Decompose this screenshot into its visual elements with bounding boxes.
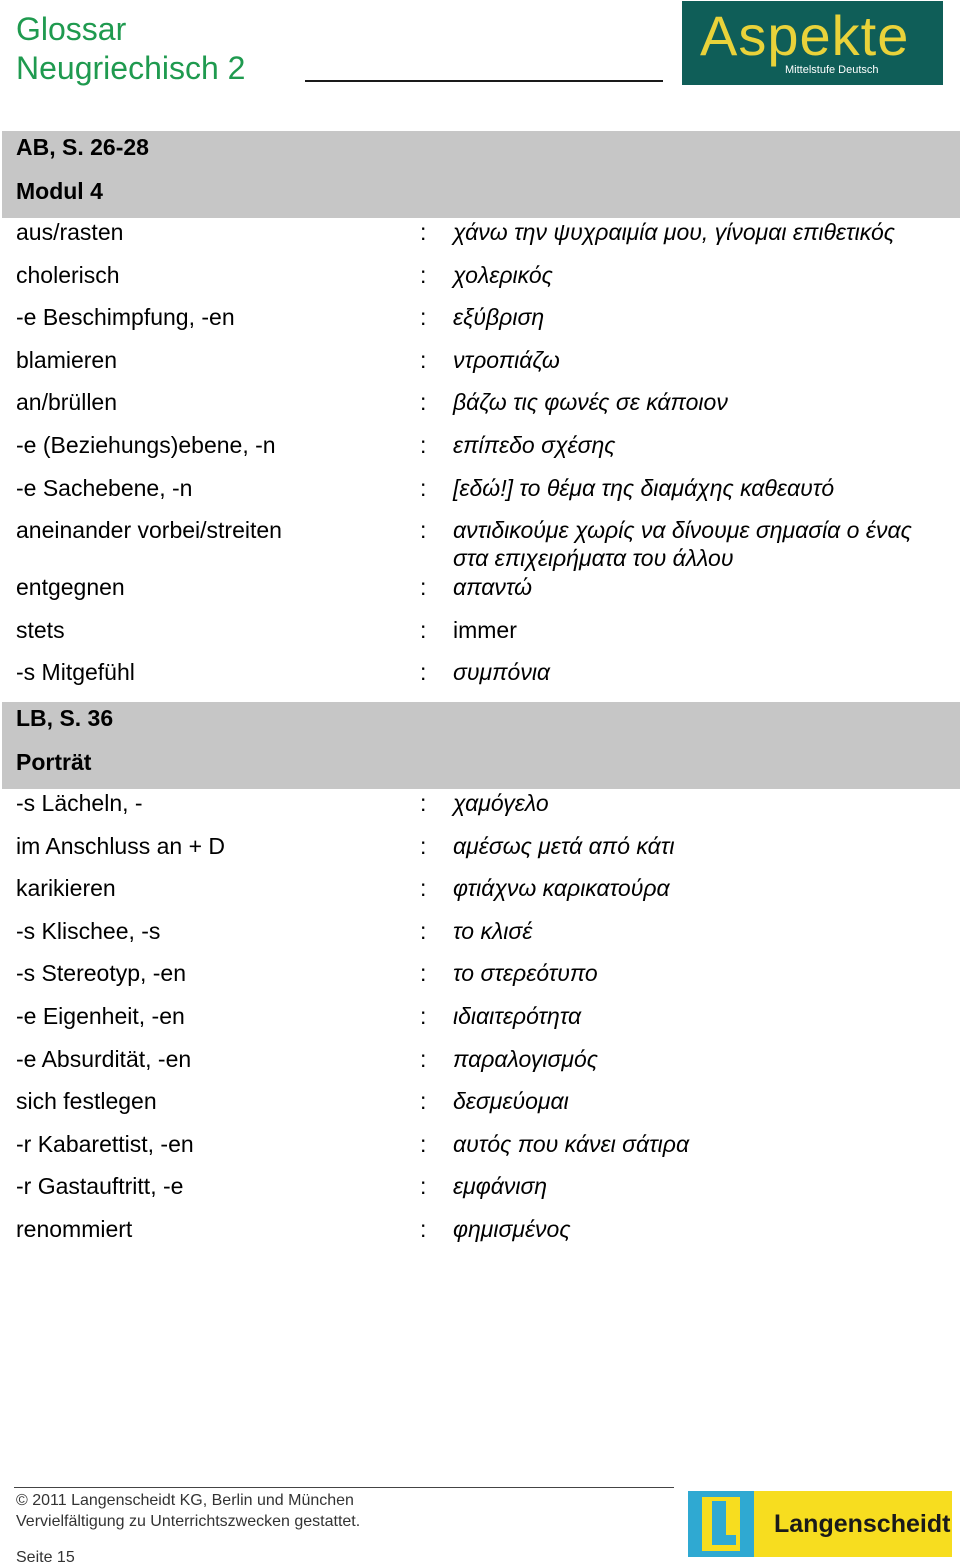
langenscheidt-l-icon xyxy=(688,1491,754,1557)
german-term: -e Eigenheit, -en xyxy=(16,1003,185,1029)
german-term: -s Stereotyp, -en xyxy=(16,960,187,987)
footer-copyright xyxy=(16,1490,360,1532)
vocabulary-entry xyxy=(0,1168,960,1210)
greek-translation: το στερεότυπο xyxy=(453,960,598,987)
separator-colon: : xyxy=(420,346,427,373)
greek-translation: αυτός που κάνει σάτιρα xyxy=(453,1130,690,1157)
footer-divider xyxy=(14,1487,674,1488)
aspekte-logo-subtitle: Mittelstufe Deutsch xyxy=(785,64,879,76)
vocabulary-entry xyxy=(0,512,960,572)
vocabulary-entry xyxy=(0,785,960,827)
langenscheidt-logo xyxy=(688,1491,952,1557)
aspekte-logo xyxy=(682,1,943,85)
vocabulary-entry xyxy=(0,1126,960,1168)
vocabulary-entry xyxy=(0,612,960,654)
vocabulary-entry xyxy=(0,654,960,696)
separator-colon: : xyxy=(420,389,427,416)
vocabulary-entry xyxy=(0,870,960,912)
vocabulary-entry xyxy=(0,913,960,955)
greek-translation: χολερικός xyxy=(453,261,553,288)
greek-translation: φημισμένος xyxy=(453,1216,571,1242)
page-number: Seite 15 xyxy=(16,1549,75,1566)
section-topic: Porträt xyxy=(16,749,92,775)
greek-translation: επίπεδο σχέσης xyxy=(453,432,616,458)
german-term: -e Absurdität, -en xyxy=(16,1045,192,1072)
german-term: -e Beschimpfung, -en xyxy=(16,304,235,331)
separator-colon: : xyxy=(420,574,427,601)
separator-colon: : xyxy=(420,917,427,944)
separator-colon: : xyxy=(420,1173,427,1200)
vocabulary-entry xyxy=(0,470,960,512)
separator-colon: : xyxy=(420,474,427,501)
german-term: aus/rasten xyxy=(16,219,124,245)
greek-translation: [εδώ!] το θέμα της διαμάχης καθεαυτό xyxy=(453,474,835,501)
german-term: entgegnen xyxy=(16,574,125,601)
vocabulary-entry xyxy=(0,569,960,611)
separator-colon: : xyxy=(420,960,427,987)
reproduction-notice: Vervielfältigung zu Unterrichtszwecken gestattet. xyxy=(16,1513,361,1530)
section-header-lb xyxy=(2,702,960,789)
vocabulary-entry xyxy=(0,1211,960,1253)
greek-translation: φτιάχνω καρικατούρα xyxy=(453,875,670,902)
german-term: renommiert xyxy=(16,1216,133,1242)
vocabulary-entry xyxy=(0,1083,960,1125)
german-term: -r Kabarettist, -en xyxy=(16,1130,194,1157)
separator-colon: : xyxy=(420,1088,427,1115)
german-term: stets xyxy=(16,616,65,643)
section-page-ref: LB, S. 36 xyxy=(16,705,114,731)
greek-translation: χάνω την ψυχραιμία μου, γίνομαι επιθετικός xyxy=(453,219,895,245)
german-term: -s Klischee, -s xyxy=(16,917,161,944)
german-term: -s Mitgefühl xyxy=(16,659,135,686)
german-term: blamieren xyxy=(16,346,117,373)
german-term: an/brüllen xyxy=(16,389,118,416)
separator-colon: : xyxy=(420,616,427,643)
separator-colon: : xyxy=(420,517,427,544)
vocabulary-entry xyxy=(0,955,960,997)
vocabulary-entry xyxy=(0,828,960,870)
separator-colon: : xyxy=(420,1003,427,1029)
vocabulary-entry xyxy=(0,342,960,384)
separator-colon: : xyxy=(420,1045,427,1072)
german-term: cholerisch xyxy=(16,261,120,288)
greek-translation: εμφάνιση xyxy=(453,1173,548,1200)
vocabulary-entry xyxy=(0,1041,960,1083)
aspekte-logo-word: Aspekte xyxy=(700,4,910,67)
title-line-2: Neugriechisch 2 xyxy=(16,50,246,86)
greek-translation: immer xyxy=(453,616,517,643)
vocabulary-entry xyxy=(0,998,960,1040)
separator-colon: : xyxy=(420,1216,427,1242)
greek-translation: εξύβριση xyxy=(453,304,545,331)
vocabulary-entry xyxy=(0,214,960,256)
german-term: -e (Beziehungs)ebene, -n xyxy=(16,432,276,458)
german-term: aneinander vorbei/streiten xyxy=(16,517,282,544)
greek-translation: το κλισέ xyxy=(453,917,533,944)
greek-translation: αμέσως μετά από κάτι xyxy=(453,832,675,859)
german-term: -e Sachebene, -n xyxy=(16,474,193,501)
separator-colon: : xyxy=(420,790,427,816)
vocabulary-entry xyxy=(0,257,960,299)
vocabulary-entry xyxy=(0,384,960,426)
separator-colon: : xyxy=(420,832,427,859)
greek-translation: απαντώ xyxy=(453,574,533,601)
separator-colon: : xyxy=(420,219,427,245)
vocabulary-entry xyxy=(0,299,960,341)
german-term: -r Gastauftritt, -e xyxy=(16,1173,184,1200)
section-page-ref: AB, S. 26-28 xyxy=(16,134,149,160)
section-header-ab xyxy=(2,131,960,218)
greek-translation: ντροπιάζω xyxy=(453,346,560,373)
section-module: Modul 4 xyxy=(16,178,103,204)
copyright-text: © 2011 Langenscheidt KG, Berlin und München xyxy=(16,1492,354,1509)
greek-translation: παραλογισμός xyxy=(453,1045,598,1072)
separator-colon: : xyxy=(420,304,427,331)
title-underline xyxy=(305,80,663,82)
greek-translation: βάζω τις φωνές σε κάποιον xyxy=(453,389,728,416)
german-term: sich festlegen xyxy=(16,1088,157,1115)
separator-colon: : xyxy=(420,261,427,288)
german-term: karikieren xyxy=(16,875,116,902)
separator-colon: : xyxy=(420,1130,427,1157)
title-line-1: Glossar xyxy=(16,11,127,47)
separator-colon: : xyxy=(420,659,427,686)
separator-colon: : xyxy=(420,432,427,458)
langenscheidt-logo-word: Langenscheidt xyxy=(774,1510,951,1538)
german-term: im Anschluss an + D xyxy=(16,832,226,859)
vocabulary-entry xyxy=(0,427,960,469)
greek-translation: ιδιαιτερότητα xyxy=(453,1003,582,1029)
greek-translation: αντιδικούμε χωρίς να δίνουμε σημασία ο ένας στα επιχειρήματα του άλλου xyxy=(453,517,912,572)
greek-translation: δεσμεύομαι xyxy=(453,1088,569,1115)
greek-translation: συμπόνια xyxy=(453,659,551,686)
greek-translation: χαμόγελο xyxy=(453,790,549,816)
german-term: -s Lächeln, - xyxy=(16,790,143,816)
separator-colon: : xyxy=(420,875,427,902)
glossary-title xyxy=(16,10,245,88)
